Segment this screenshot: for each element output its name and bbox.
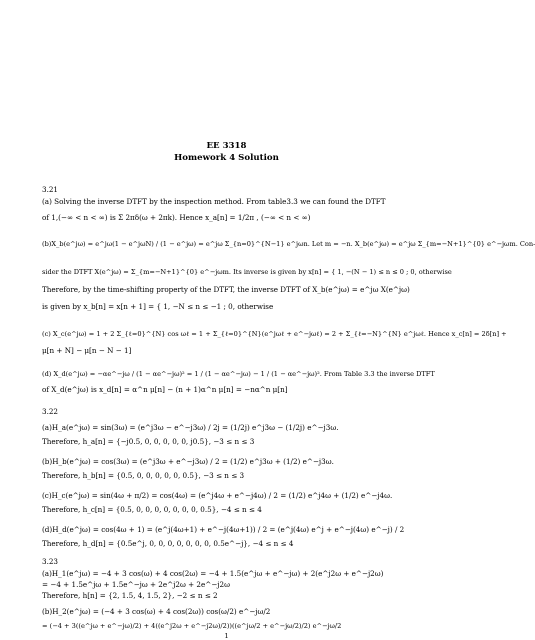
section-3-23-a-line-3: Therefore, h[n] = {2, 1.5, 4, 1.5, 2}, −2 ≤ n ≤ 2 <box>42 591 218 600</box>
section-3-22-b-line-1: (b)H_b(e^jω) = cos(3ω) = (e^j3ω + e^−j3ω) / 2 = (1/2) e^j3ω + (1/2) e^−j3ω. <box>42 457 334 466</box>
page-number: 1 <box>224 632 229 640</box>
section-3-22-c-line-1: (c)H_c(e^jω) = sin(4ω + π/2) = cos(4ω) = (e^j4ω + e^−j4ω) / 2 = (1/2) e^j4ω + (1/2) e^−j4ω. <box>42 491 393 500</box>
section-3-22-a-line-2: Therefore, h_a[n] = {−j0.5, 0, 0, 0, 0, 0, j0.5}, −3 ≤ n ≤ 3 <box>42 437 255 446</box>
section-3-21-b-line-3: Therefore, by the time-shifting property of the DTFT, the inverse DTFT of X_b(e^jω) = e^jω X(e^jω) <box>42 285 410 294</box>
section-3-21-b-line-1: (b)X_b(e^jω) = e^jω(1 − e^jωN) / (1 − e^jω) = e^jω Σ_{n=0}^{N−1} e^jωn. Let m = −n. X_b(e^jω) = e^jω Σ_{m=−N+1}^{0} e^−jωm. Con- <box>42 240 535 248</box>
section-3-21-a-line-2: of 1,(−∞ < n < ∞) is Σ 2πδ(ω + 2πk). Hence x_a[n] = 1/2π , (−∞ < n < ∞) <box>42 213 311 222</box>
section-3-21-b-line-4: is given by x_b[n] = x[n + 1] = { 1, −N ≤ n ≤ −1 ; 0, otherwise <box>42 302 274 311</box>
section-3-22-heading: 3.22 <box>42 407 59 416</box>
section-3-23-b-line-2: = (−4 + 3((e^jω + e^−jω)/2) + 4((e^j2ω + e^−j2ω)/2))((e^jω/2 + e^−jω/2)/2) e^−jω/2 <box>42 622 342 630</box>
section-3-21-c-line-2: μ[n + N] − μ[n − N − 1] <box>42 346 132 355</box>
section-3-23-a-line-1: (a)H_1(e^jω) = −4 + 3 cos(ω) + 4 cos(2ω) = −4 + 1.5(e^jω + e^−jω) + 2(e^j2ω + e^−j2ω) <box>42 569 384 578</box>
section-3-22-b-line-2: Therefore, h_b[n] = {0.5, 0, 0, 0, 0, 0, 0.5}, −3 ≤ n ≤ 3 <box>42 471 245 480</box>
section-3-21-d-line-2: of X_d(e^jω) is x_d[n] = α^n μ[n] − (n + 1)α^n μ[n] = −nα^n μ[n] <box>42 385 288 394</box>
section-3-23-b-line-1: (b)H_2(e^jω) = (−4 + 3 cos(ω) + 4 cos(2ω)) cos(ω/2) e^−jω/2 <box>42 607 271 616</box>
section-3-22-c-line-2: Therefore, h_c[n] = {0.5, 0, 0, 0, 0, 0, 0, 0, 0.5}, −4 ≤ n ≤ 4 <box>42 505 262 514</box>
section-3-21-d-line-1: (d) X_d(e^jω) = −αe^−jω / (1 − αe^−jω)² = 1 / (1 − αe^−jω) − 1 / (1 − αe^−jω)². From Table 3.3 the inverse DTFT <box>42 370 435 378</box>
section-3-23-a-line-2: = −4 + 1.5e^jω + 1.5e^−jω + 2e^j2ω + 2e^−j2ω <box>42 580 230 589</box>
section-3-22-d-line-2: Therefore, h_d[n] = {0.5e^j, 0, 0, 0, 0, 0, 0, 0, 0.5e^−j}, −4 ≤ n ≤ 4 <box>42 539 294 548</box>
section-3-21-c-line-1: (c) X_c(e^jω) = 1 + 2 Σ_{ℓ=0}^{N} cos ωℓ = 1 + Σ_{ℓ=0}^{N}(e^jωℓ + e^−jωℓ) = 2 + Σ_{ℓ=−N}^{N} e^jωℓ. Hence x_c[n] = 2δ[n] + <box>42 330 507 338</box>
section-3-22-a-line-1: (a)H_a(e^jω) = sin(3ω) = (e^j3ω − e^−j3ω) / 2j = (1/2j) e^j3ω − (1/2j) e^−j3ω. <box>42 423 339 432</box>
section-3-22-d-line-1: (d)H_d(e^jω) = cos(4ω + 1) = (e^j(4ω+1) + e^−j(4ω+1)) / 2 = (e^j(4ω) e^j + e^−j(4ω) e^−j) / 2 <box>42 525 405 534</box>
course-title: EE 3318 <box>206 141 247 151</box>
document-title: Homework 4 Solution <box>174 153 279 163</box>
section-3-21-heading: 3.21 <box>42 185 59 194</box>
section-3-23-heading: 3.23 <box>42 557 59 566</box>
section-3-21-b-line-2: sider the DTFT X(e^jω) = Σ_{m=−N+1}^{0} e^−jωm. Its inverse is given by x[n] = { 1, −(N − 1) ≤ n ≤ 0 ; 0, otherwise <box>42 268 452 276</box>
section-3-21-a-line-1: (a) Solving the inverse DTFT by the inspection method. From table3.3 we can found the DTFT <box>42 197 386 206</box>
